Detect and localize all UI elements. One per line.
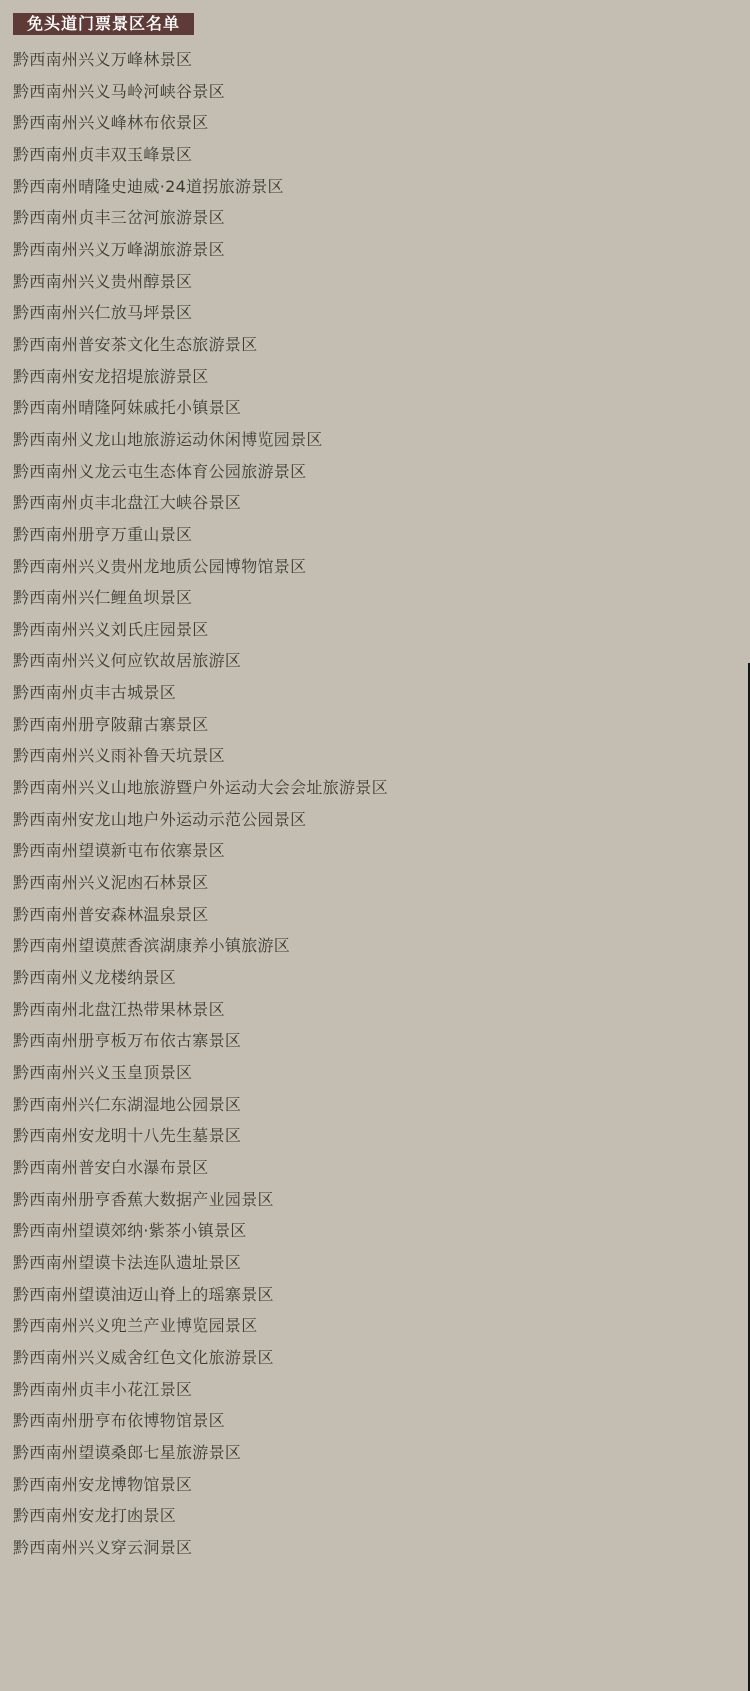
- list-item: 黔西南州兴仁东湖湿地公园景区: [13, 1094, 242, 1114]
- list-item: 黔西南州兴义马岭河峡谷景区: [13, 81, 225, 101]
- list-item: 黔西南州兴义万峰林景区: [13, 50, 193, 69]
- list-item: 黔西南州贞丰小花江景区: [13, 1379, 193, 1399]
- list-item: 黔西南州册亨香蕉大数据产业园景区: [13, 1189, 274, 1209]
- list-item: 黔西南州贞丰双玉峰景区: [13, 144, 193, 164]
- list-item: 黔西南州兴义万峰湖旅游景区: [13, 239, 225, 259]
- list-item: 黔西南州安龙博物馆景区: [13, 1474, 193, 1494]
- page-title-badge: 免头道门票景区名单: [13, 13, 194, 35]
- list-item: 黔西南州普安森林温泉景区: [13, 904, 209, 924]
- scenic-area-list: [13, 44, 733, 1564]
- list-item: 黔西南州望谟卡法连队遗址景区: [13, 1252, 242, 1272]
- list-item: 黔西南州兴义何应钦故居旅游区: [13, 651, 242, 671]
- list-item: 黔西南州兴义山地旅游暨户外运动大会会址旅游景区: [13, 778, 388, 798]
- list-item: 黔西南州兴义雨补鲁天坑景区: [13, 746, 225, 766]
- list-item: 黔西南州望谟桑郎七星旅游景区: [13, 1442, 242, 1462]
- list-item: 黔西南州册亨布依博物馆景区: [13, 1411, 225, 1431]
- list-item: 黔西南州安龙山地户外运动示范公园景区: [13, 809, 307, 829]
- list-item: 黔西南州望谟新屯布依寨景区: [13, 841, 225, 861]
- list-item: 黔西南州兴义刘氏庄园景区: [13, 619, 209, 639]
- list-item: 黔西南州册亨板万布依古寨景区: [13, 1031, 242, 1051]
- list-item: 黔西南州兴仁放马坪景区: [13, 303, 193, 323]
- list-item: 黔西南州册亨万重山景区: [13, 524, 193, 544]
- list-item: 黔西南州晴隆阿妹戚托小镇景区: [13, 398, 242, 418]
- list-item: 黔西南州兴义穿云洞景区: [13, 1537, 193, 1557]
- list-item: 黔西南州望谟蔗香滨湖康养小镇旅游区: [13, 936, 291, 956]
- list-item: 黔西南州义龙山地旅游运动休闲博览园景区: [13, 429, 323, 449]
- list-item: 黔西南州兴义玉皇顶景区: [13, 1063, 193, 1082]
- list-item: 黔西南州兴义威舍红色文化旅游景区: [13, 1347, 274, 1367]
- list-item: 黔西南州安龙明十八先生墓景区: [13, 1126, 242, 1146]
- list-item: 黔西南州晴隆史迪威·24道拐旅游景区: [13, 176, 284, 196]
- list-item: 黔西南州册亨陂鼐古寨景区: [13, 714, 209, 734]
- list-item: 黔西南州兴义峰林布依景区: [13, 113, 209, 133]
- list-item: 黔西南州安龙打凼景区: [13, 1506, 177, 1526]
- list-item: 黔西南州义龙云屯生态体育公园旅游景区: [13, 461, 307, 481]
- list-item: 黔西南州兴义兜兰产业博览园景区: [13, 1316, 258, 1336]
- list-item: 黔西南州普安茶文化生态旅游景区: [13, 334, 258, 354]
- list-item: 黔西南州兴义贵州龙地质公园博物馆景区: [13, 556, 307, 576]
- list-item: 黔西南州北盘江热带果林景区: [13, 999, 225, 1019]
- list-item: 黔西南州贞丰三岔河旅游景区: [13, 208, 225, 228]
- list-item: 黔西南州望谟郊纳·紫茶小镇景区: [13, 1221, 247, 1241]
- list-item: 黔西南州望谟油迈山脊上的瑶寨景区: [13, 1284, 274, 1304]
- list-item: 黔西南州兴仁鲤鱼坝景区: [13, 588, 193, 608]
- list-item: 黔西南州义龙楼纳景区: [13, 968, 177, 988]
- list-item: 黔西南州普安白水瀑布景区: [13, 1157, 209, 1177]
- list-item: 黔西南州安龙招堤旅游景区: [13, 366, 209, 386]
- list-item: 黔西南州贞丰古城景区: [13, 683, 177, 703]
- list-item: 黔西南州贞丰北盘江大峡谷景区: [13, 493, 242, 513]
- list-item: 黔西南州兴义贵州醇景区: [13, 271, 193, 291]
- list-item: 黔西南州兴义泥凼石林景区: [13, 873, 209, 893]
